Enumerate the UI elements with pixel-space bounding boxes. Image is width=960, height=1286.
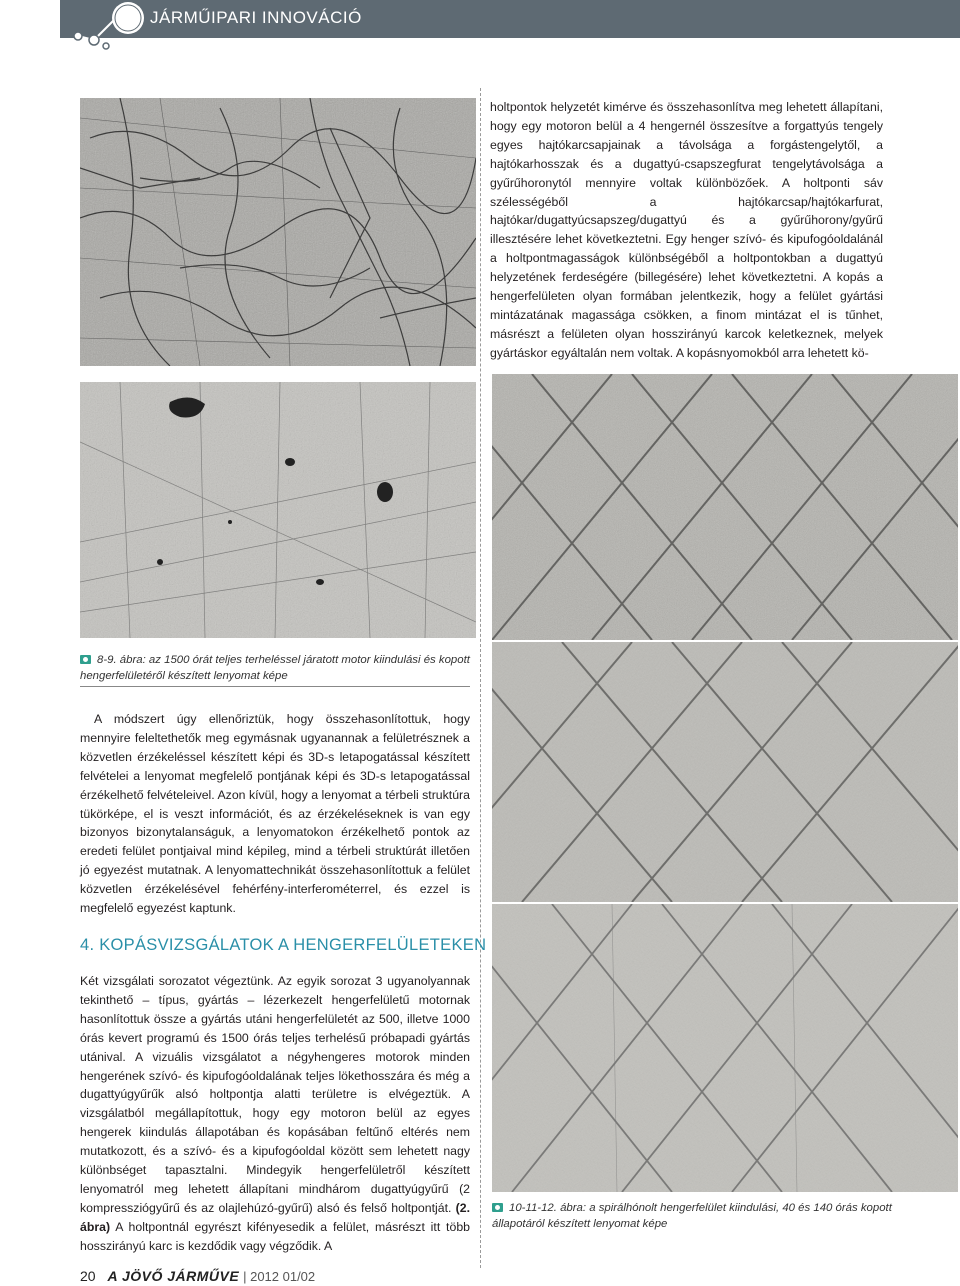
paragraph [80,972,470,1256]
paragraph: A módszert úgy ellenőriztük, hogy összehasonlítottuk, hogy mennyire feleltethetők meg egymásnak ugyanannak a felületrésznek a közvetlen érzékeléssel készített képi és 3D-s letapogatással készített felvételei a lenyomat megfelelő pontjának képi és 3D-s letapogatással érzékelhető felvételeivel. Azon kívül, hogy a lenyomat a térbeli struktúra tükörképe, el is veszt információt, és az érzékeléseknek is van egy bizonyos bizonytalanságuk, a lenyomatokon érzékelhető pontok az eredeti felület pontjaival mind képileg, mind a térbeli struktúrát illetően jó egyezést mutatnak. A lenyomattechnikát összehasonlítottuk a felület közvetlen érzékelésével fehérfény-interferométerrel, és ezzel is megfelelő egyezést kaptunk. [80,712,470,916]
figure-reference: (2. ábra) [80,1200,470,1234]
photo-honed-surface-140h [492,904,958,1192]
figure-caption-10-11-12 [492,1200,892,1232]
column-divider [480,88,481,1268]
section-heading: 4. KOPÁSVIZSGÁLATOK A HENGERFELÜLETEKEN [80,936,487,954]
camera-icon [492,1203,503,1212]
paragraph: holtpontok helyzetét kimérve és összehasonlítva meg lehetett állapítani, hogy egy motoron belül a 4 hengernél összesítve a forgattyús tengely egyes hajtókarcsapjainak a távolsága a forgástengelytől, a hajtókarhosszak és a dugattyú-csapszegfurat tengelytávolsága a gyűrűhoronytól mennyire voltak különbözőek. A holtponti sáv szélességéből a hajtókarcsap/hajtókarfurat, hajtókar/dugattyúcsapszeg/dugattyú és a gyűrűhorony/gyűrű illesztésére lehet következtetni. Egy henger szívó- és kipufogóoldalánál a holtpontmagasságok különbségéből a holtpontokban a dugattyú helyzetének ferdeségére (billegésére) lehet következtetni. A kopás a hengerfelületen olyan formában jelentkezik, hogy a felület gyártási mintázatának magassága csökken, a finom mintázat el is tűnhet, másrészt a felületen olyan hosszirányú karcok keletkeznek, melyek gyártáskor egyáltalán nem voltak. A kopásnyomokból arra lehetett kö- [490,100,883,360]
caption-text: 10-11-12. ábra: a spirálhónolt hengerfelület kiindulási, 40 és 140 órás kopott állapotáról készített lenyomat képe [492,1202,892,1230]
caption-text: 8-9. ábra: az 1500 órát teljes terheléssel járatott motor kiindulási és kopott hengerfelületéről készített lenyomat képe [80,654,470,682]
issue-number: | 2012 01/02 [243,1269,316,1284]
page-section-title: JÁRMŰIPARI INNOVÁCIÓ [150,8,362,27]
article-text-left-middle [80,710,470,918]
caption-underline [80,686,470,687]
photo-honed-surface-40h [492,642,958,902]
camera-icon [80,655,91,664]
article-text-right-top [490,98,883,363]
paragraph-part: Két vizsgálati sorozatot végeztünk. Az egyik sorozat 3 ugyanolyannak tekinthető – típus, gyártás – lézerkezelt hengerfelületű motornak hasonlítottuk össze a gyártás utáni hengerfelületét az 500, illetve 1000 órás kevert programú és 1500 órás teljes terhelésű próbapadi gyártás utánival. A vizuális vizsgálatot a négyhengeres motorok minden hengerének szívó- és kipufogóoldalának teljes lökethosszára és még a dugattyúgyűrűk alsó holtpontja alatti területre is elvégeztük. A vizsgálatból megállapítottuk, hogy egy motoron belül az egyes hengerek kiindulás állapotában és kopásában feltűnő eltérés nem mutatkozott, és a szívó- és a kipufogóoldal között sem lehetett nagy különbséget tapasztalni. Mindegyik hengerfelületről készített lenyomatról meg lehetett állapítani mindhárom dugattyúgyűrű (2 kompressziógyűrű és az olajlehúzó-gyűrű) alsó és felső holtpontját. [80,974,470,1215]
photo-cylinder-surface-worn-bottom [80,382,476,638]
article-text-left-bottom [80,972,470,1256]
page-footer [80,1268,315,1284]
figure-caption-8-9 [80,652,480,684]
magazine-brand: A JÖVŐ JÁRMŰVE [107,1268,240,1284]
page-number: 20 [80,1268,96,1284]
photo-cylinder-surface-worn-top [80,98,476,366]
photo-honed-surface-initial [492,374,958,640]
paragraph-part: A holtpontnál egyrészt kifényesedik a felület, másrészt itt több hosszirányú karc is kezdődik vagy végződik. A [80,1219,470,1253]
innovation-network-logo-icon [62,0,152,50]
